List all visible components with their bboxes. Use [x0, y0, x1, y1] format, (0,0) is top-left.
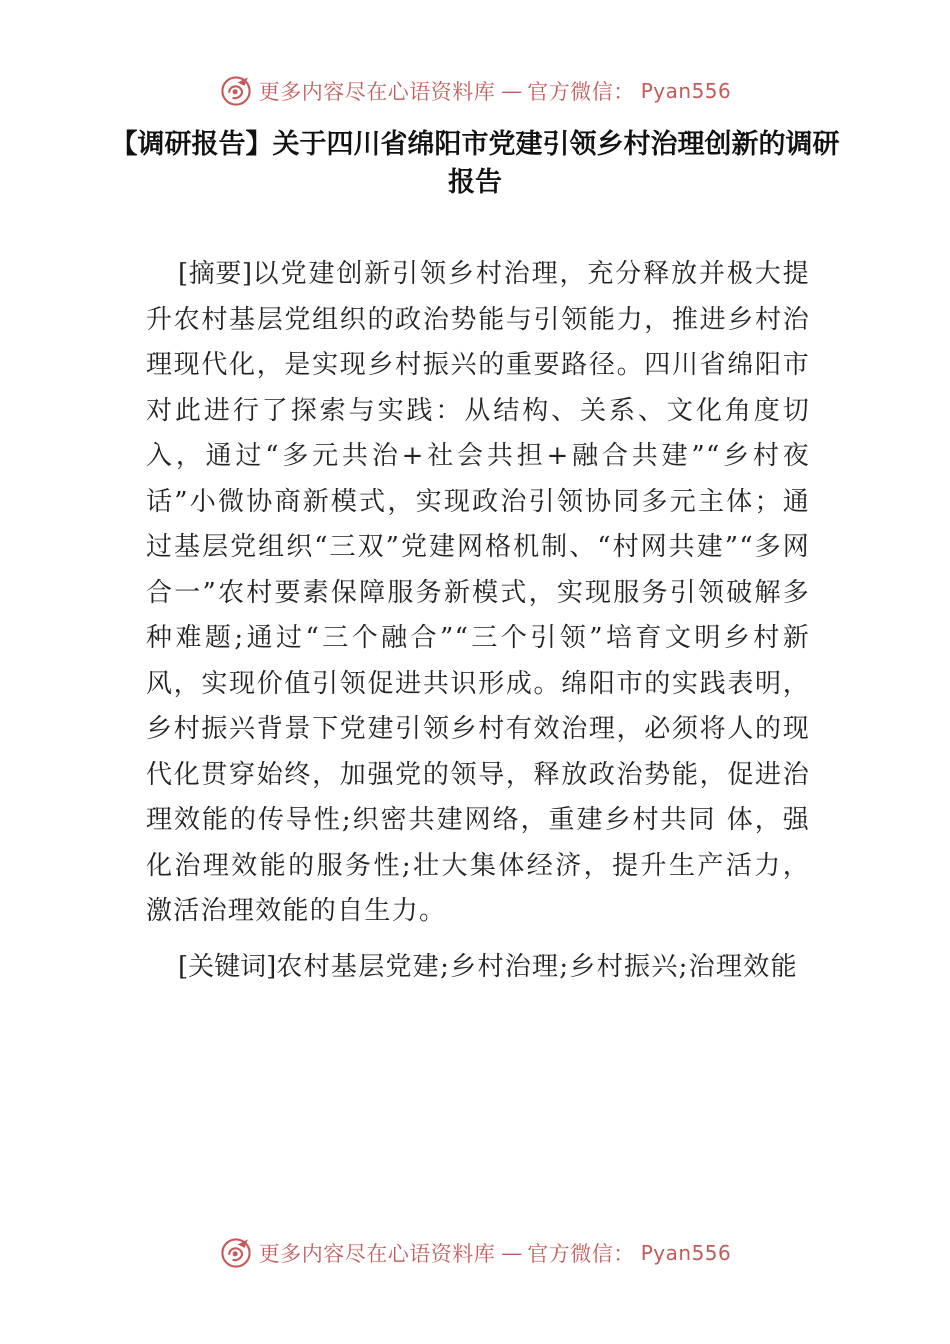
heart-pen-logo-icon: [219, 74, 253, 108]
watermark-wechat-id: Pyan556: [640, 79, 732, 103]
watermark-wechat-label: 官方微信：: [527, 1242, 635, 1266]
abstract-paragraph: [146, 252, 810, 935]
watermark-wechat-label: 官方微信：: [527, 80, 635, 104]
keywords-text: 农村基层党建;乡村治理;乡村振兴;治理效能: [276, 951, 798, 982]
watermark-text: 更多内容尽在心语资料库: [258, 80, 496, 104]
watermark-dash: —: [501, 1241, 522, 1265]
watermark-dash: —: [501, 79, 522, 103]
heart-pen-logo-icon: [219, 1236, 253, 1270]
watermark-text: 更多内容尽在心语资料库: [258, 1242, 496, 1266]
footer-watermark: [0, 1236, 950, 1270]
keywords-label: [关键词]: [178, 951, 277, 982]
document-body: [146, 252, 810, 990]
abstract-text: 以党建创新引领乡村治理，充分释放并极大提升农村基层党组织的政治势能与引领能力，推进乡村治理现代化，是实现乡村振兴的重要路径。四川省绵阳市对此进行了探索与实践：从结构、关系、文化角度切入，通过“多元共治+社会共担+融合共建”“乡村夜话”小微协商新模式，实现政治引领协同多元主体；通过基层党组织“三双”党建网格机制、“村网共建”“多网合一”农村要素保障服务新模式，实现服务引领破解多种难题;通过“三个融合”“三个引领”培育文明乡村新风，实现价值引领促进共识形成。绵阳市的实践表明， 乡村振兴背景下党建引领乡村有效治理，必须将人的现代化贯穿始终，加强党的领导，释放政治势能，促进治理效能的传导性;织密共建网络，重建乡村共同 体，强化治理效能的服务性;壮大集体经济，提升生产活力，激活治理效能的自生力。: [146, 259, 810, 926]
header-watermark: [0, 74, 950, 108]
document-title: 【调研报告】关于四川省绵阳市党建引领乡村治理创新的调研报告: [110, 129, 840, 198]
watermark-wechat-id: Pyan556: [640, 1241, 732, 1265]
abstract-label: [摘要]: [178, 259, 253, 289]
keywords-paragraph: [146, 945, 810, 991]
